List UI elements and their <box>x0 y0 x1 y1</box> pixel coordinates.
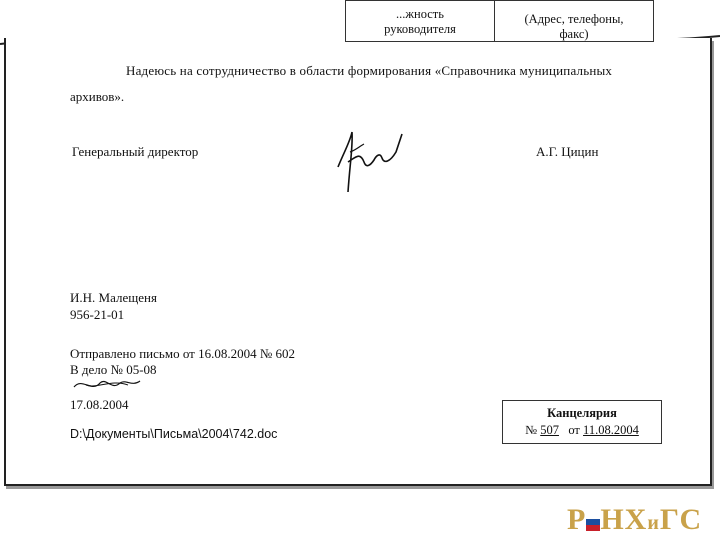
logo-letters-gs: ГС <box>659 503 703 536</box>
executor-phone: 956-21-01 <box>70 307 125 322</box>
header-cell-contacts <box>494 0 654 42</box>
ranepa-logo <box>567 503 702 537</box>
executor-name: И.Н. Малещеня <box>70 290 157 305</box>
stamp-date: 11.08.2004 <box>583 423 639 437</box>
header-cell-position-line2: руководителя <box>384 22 456 36</box>
stamp-number-prefix: № <box>525 423 538 437</box>
sent-note: Отправлено письмо от 16.08.2004 № 602 <box>70 346 295 361</box>
header-cell-contacts-line2: факс) <box>559 27 589 41</box>
letter-body-line1: Надеюсь на сотрудничество в области формирования «Справочника муниципальных <box>126 63 613 78</box>
header-cell-contacts-line1: (Адрес, телефоны, <box>524 12 624 26</box>
stamp-registration-row <box>503 423 661 438</box>
flag-icon <box>586 513 600 531</box>
header-cell-position <box>345 0 495 42</box>
file-note: В дело № 05-08 <box>70 362 157 377</box>
header-cell-position-line1: ...жность <box>396 7 444 21</box>
logo-letters-nh: НХ <box>600 503 648 536</box>
file-path: D:\Документы\Письма\2004\742.doc <box>70 427 278 441</box>
stamp-number: 507 <box>540 423 559 437</box>
stamp-title: Канцелярия <box>547 406 617 420</box>
letter-body-line2: архивов». <box>70 89 125 104</box>
stamp-from-label: от <box>568 423 580 437</box>
filing-signature <box>72 375 142 395</box>
chancellery-stamp <box>502 400 662 444</box>
filing-date: 17.08.2004 <box>70 397 129 412</box>
logo-letter-r: Р <box>567 503 587 536</box>
logo-letter-i: и <box>647 512 660 534</box>
signatory-title: Генеральный директор <box>72 144 199 159</box>
signatory-name: А.Г. Цицин <box>536 144 599 159</box>
director-signature <box>330 122 410 202</box>
